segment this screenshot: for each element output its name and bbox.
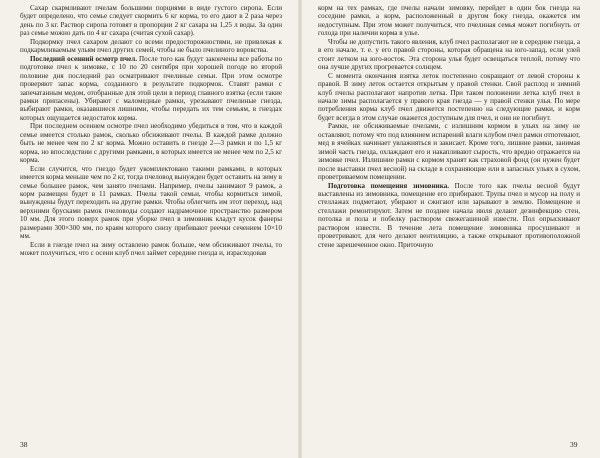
section-heading: Последний осенний осмотр пчел. [30, 54, 137, 63]
paragraph-text: При последнем осеннем осмотре пчел необходимо убедиться в том, что в каждой семье имеется столько рамок, сколько обсиживают пчелы. В каждой рамке должно быть не менее чем по 2 кг корма. Можно оставить в гнезде 2—3 рамки и по 1,5 кг корма, но впоследствии с другими рамками, в которых имеется не менее чем по 2,5 кг корма. [20, 122, 282, 165]
page-number-left: 38 [20, 440, 28, 449]
paragraph-text: корм на тех рамках, где пчелы начали зимовку, перейдет в один бок гнезда на соседние рамки, а корм, расположенный в другом боку гнезда, окажется им недоступным. При этом может получиться, что пчелиная семья может погибнуть от голода при наличии корма в улье. [318, 4, 580, 38]
paragraph [20, 38, 282, 55]
right-page [318, 4, 580, 444]
paragraph-text: С момента окончания взятка леток постепенно сокращают от левой стороны к правой. В зиму леток остается открытым у правой стенки. Свой расплод и зимний клуб пчелы располагают напротив летка. При таком положении летка клуб пчел в начале зимы располагается у правого края гнезда — у правой стенки улья. По мере потребления корма клуб пчел движется постепенно на следующие рамки, и корм будет всегда в этом случае окажется доступным для пчел, и они не погибнут. [318, 71, 580, 122]
paragraph-text: После того как будут закончены все работы по подготовке пчел к зимовке, с 10 по 20 сентября при хорошей погоде во второй половине дня последний раз осматривают пчелиные семьи. При этом осмотре проверяют запас корма, созданного в результате подкормок. Ставят рамки с запечатанным медом, отобранные для этой цели в период главного взятка (если такие рамки припасены). Убирают с маломедные рамки, урезывают пчелиные гнезда, выбирают рамки, оказавшиеся лишними, чтобы передать их тем семьям, в гнездах которых ощущается недостаток корма. [20, 54, 282, 122]
page-number-right: 39 [570, 440, 578, 449]
paragraph [318, 122, 580, 181]
paragraph-text: После того как пчелы весной будут выставлены из зимовника, помещение его прибирают. Трупы пчел и мусор на полу и стеллажах подметают, убирают и сжигают или зарывают в землю. Помещение и стеллажи ремонтируют. Затем не позднее начала июля делают дезинфекцию стен, потолка и пола и побелку раствором свежегашеной извести. Пол опрыскивают раствором извести. В течение лета помещение зимовника просушивают и проветривают, для чего делают вентиляцию, а также открывают противоположной стене зарешеченное окно. Приточную [318, 181, 580, 249]
paragraph [318, 38, 580, 72]
paragraph-text: Если в гнезде пчел на зиму оставлено рамок больше, чем обсиживают пчелы, то может получиться, что с осени клуб пчел займет середине гнезда и, израсходовав [20, 240, 282, 258]
paragraph [318, 4, 580, 38]
left-page [20, 4, 282, 444]
paragraph [20, 165, 282, 241]
book-gutter [298, 0, 302, 458]
paragraph-text: Рамки, не обсиживаемые пчелами, с излишним кормом в ульях на зиму не оставляют, потому что под влиянием испарений влаги клубом пчел рамки отпотевают, мед в ячейках начинает увлажняться и закисает. Кроме того, лишние рамки, занимая зимой часть гнезда, охлаждают его и накапливают сырость, что вредно отражается на зимовке пчел. Излишние рамки с кормом хранят как страховой фонд (он нужен будет после выставки пчел весной) на складе в сохраняющие или в запасных ульях в сухом, проветриваемом помещении. [318, 122, 580, 182]
paragraph [20, 55, 282, 123]
paragraph-text: Сахар скармливают пчелам большими порциями в виде густого сиропа. Если будет определено, что семье следует скормить 6 кг корма, то его дают в 2 раза через день по 3 кг. Раствор сиропа готовят в пропорции 2 кг сахара на 1,25 л воды. За один раз семье можно дать по 4 кг сахара (считая сухой сахар). [20, 4, 282, 38]
paragraph-text: Чтобы не допустить такого явления, клуб пчел располагают не в середине гнезда, а в его начале, т. е. у его правой стороны, которая обращена на юго-запад, если улей стоит летком на юго-восток. Эта сторона улья будет освещаться теплой, потому что она лучше других прогревается солнцем. [318, 37, 580, 72]
paragraph [318, 182, 580, 250]
paragraph [318, 72, 580, 123]
paragraph-text: Подкормку пчел сахаром делают со всеми предосторожностями, не привлекая к подкармливаемым ульям пчел других семей, чтобы не было пчелиного воровства. [20, 37, 282, 55]
paragraph [20, 241, 282, 258]
paragraph [20, 122, 282, 164]
paragraph [20, 4, 282, 38]
section-heading: Подготовка помещения зимовника. [328, 181, 450, 190]
paragraph-text: Если случится, что гнездо будет укомплектовано такими рамками, в которых имеется корма меньше чем по 2 кг, тогда пчеловод вынужден будет оставить на зиму в семье большее рамок, чем занято пчелами. Например, пчелы занимают 9 рамок, а корм размещен будет в 11 рамках. Пчелы такой семьи, чтобы кормиться зимой, вынуждены будут переходить на другие рамки. Чтобы облегчить им этот переход, над верхними брусками рамок пчеловоды создают надрамочное пространство размером 10 мм. Для этого поверх рамок при уборке пчел в зимовник кладут кусок фанеры размерами 300×300 мм, по краям которого снизу прибивают реечки сечением 10×10 мм. [20, 164, 282, 241]
